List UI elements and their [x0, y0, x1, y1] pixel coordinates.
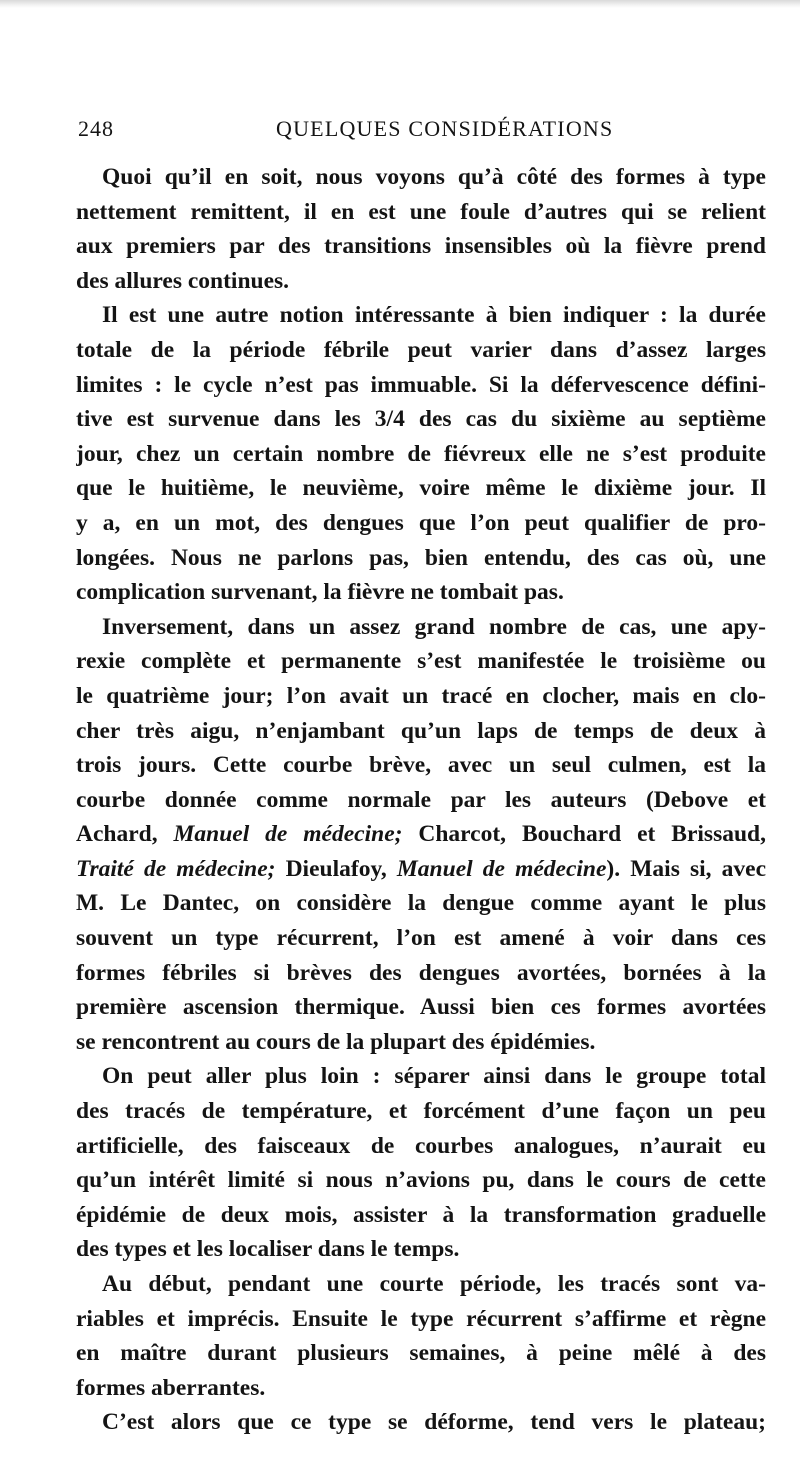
- text-line: Quoi qu’il en soit, nous voyons qu’à côté des formes à type: [102, 164, 766, 190]
- text-line: totale de la période fébrile peut varier dans d’assez larges: [76, 336, 766, 363]
- text-line: M. Le Dantec, on considère la dengue comme ayant le plus: [76, 890, 766, 917]
- body-text: [76, 160, 766, 1440]
- text-line: jour, chez un certain nombre de fiévreux elle ne s’est produite: [76, 440, 766, 467]
- text-line: aux premiers par des transitions insensibles où la fièvre prend: [76, 233, 766, 260]
- text-line: formes fébriles si brèves des dengues avortées, bornées à la: [76, 959, 766, 986]
- paragraph-6: [76, 1405, 766, 1440]
- text-line: C’est alors que ce type se déforme, tend vers le plateau;: [102, 1409, 766, 1436]
- text-line: Au début, pendant une courte période, les tracés sont va-: [102, 1271, 766, 1297]
- text-line: se rencontrent au cours de la plupart des épidémies.: [76, 1028, 596, 1055]
- text-line: longées. Nous ne parlons pas, bien entendu, des cas où, une: [76, 544, 766, 571]
- text-line: épidémie de deux mois, assister à la transformation graduelle: [76, 1201, 766, 1228]
- text-line-with-citation: [76, 852, 766, 887]
- text-line: complication survenant, la fièvre ne tombait pas.: [76, 579, 564, 606]
- text-line: le quatrième jour; l’on avait un tracé en clocher, mais en clo-: [76, 682, 766, 709]
- book-title: Manuel de médecine: [396, 855, 607, 882]
- text-line: nettement remittent, il en est une foule d’autres qui se relient: [76, 198, 766, 225]
- paragraph-1: [76, 160, 766, 298]
- text-fragment: Dieulafoy,: [275, 855, 397, 882]
- text-line: des types et les localiser dans le temps.: [76, 1236, 460, 1263]
- text-line: que le huitième, le neuvième, voire même le dixième jour. Il: [76, 475, 766, 502]
- text-line: qu’un intérêt limité si nous n’avions pu, dans le cours de cette: [76, 1167, 766, 1194]
- book-title: Manuel de médecine;: [173, 821, 403, 848]
- paragraph-5: [76, 1267, 766, 1405]
- text-line: rexie complète et permanente s’est manifestée le troisième ou: [76, 648, 766, 675]
- text-line: en maître durant plusieurs semaines, à peine mêlé à des: [76, 1340, 766, 1367]
- text-line: Il est une autre notion intéressante à bien indiquer : la durée: [102, 302, 766, 329]
- paragraph-3: [76, 610, 766, 1060]
- text-line: des tracés de température, et forcément d’une façon un peu: [76, 1098, 766, 1125]
- page-header: [78, 116, 764, 146]
- text-line: On peut aller plus loin : séparer ainsi dans le groupe total: [102, 1063, 766, 1090]
- text-line: limites : le cycle n’est pas immuable. Si la défervescence défini-: [76, 371, 766, 398]
- text-fragment: Charcot, Bouchard et Brissaud,: [402, 821, 766, 848]
- paragraph-2: [76, 298, 766, 609]
- text-line: tive est survenue dans les 3/4 des cas du sixième au septième: [76, 406, 766, 433]
- text-line: Inversement, dans un assez grand nombre de cas, une apy-: [102, 613, 766, 640]
- paragraph-4: [76, 1059, 766, 1267]
- text-line: des allures continues.: [76, 267, 290, 294]
- text-line: y a, en un mot, des dengues que l’on peut qualifier de pro-: [76, 509, 766, 536]
- text-line: riables et imprécis. Ensuite le type récurrent s’affirme et règne: [76, 1305, 766, 1332]
- text-line: courbe donnée comme normale par les auteurs (Debove et: [76, 786, 766, 813]
- text-line: cher très aigu, n’enjambant qu’un laps de temps de deux à: [76, 717, 766, 744]
- text-line: souvent un type récurrent, l’on est amené à voir dans ces: [76, 925, 766, 952]
- text-line-with-citation: [76, 817, 766, 852]
- text-line: artificielle, des faisceaux de courbes analogues, n’aurait eu: [76, 1132, 766, 1159]
- text-line: trois jours. Cette courbe brève, avec un seul culmen, est la: [76, 752, 766, 779]
- book-title: Traité de médecine;: [76, 855, 276, 882]
- text-line: première ascension thermique. Aussi bien ces formes avortées: [76, 994, 766, 1021]
- text-fragment: ). Mais si, avec: [606, 855, 766, 882]
- running-title: QUELQUES CONSIDÉRATIONS: [276, 116, 614, 141]
- page-number: 248: [78, 116, 114, 141]
- text-line: formes aberrantes.: [76, 1374, 266, 1401]
- scan-edge-shadow: [0, 0, 800, 8]
- text-fragment: Achard,: [76, 821, 174, 848]
